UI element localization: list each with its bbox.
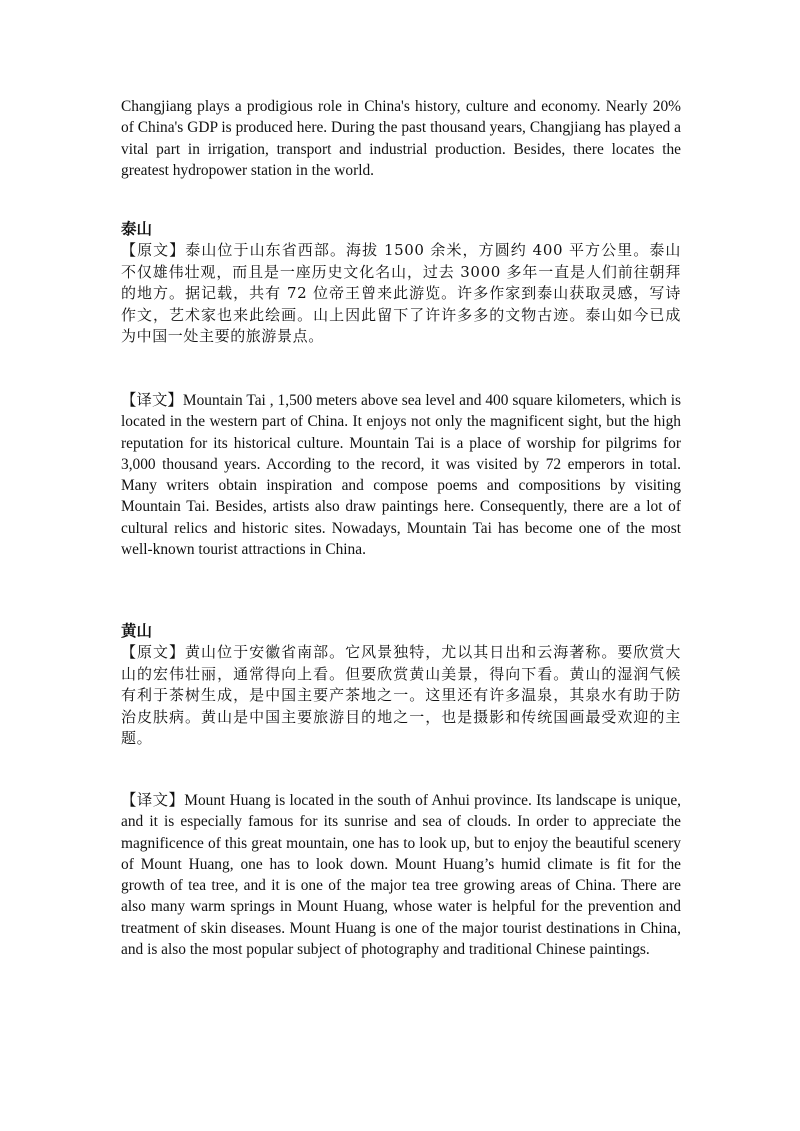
huangshan-translation-paragraph: 【译文】Mount Huang is located in the south of Anhui province. Its landscape is unique, and it is especially famous for its sunrise and sea of clouds. In order to appreciate the magnificence of this great mountain, one has to look up, but to enjoy the beautiful scenery of Mount Huang, one has to look down. Mount Huang’s humid climate is fit for the growth of tea tree, and it is one of the major tea tree growing areas of China. There are also many warm springs in Mount Huang, whose water is helpful for the prevention and treatment of skin diseases. Mount Huang is one of the major tourist destinations in China, and is also the most popular subject of photography and traditional Chinese paintings. <box>121 792 681 959</box>
taishan-heading: 泰山 <box>121 219 153 238</box>
huangshan-heading: 黄山 <box>121 621 153 640</box>
taishan-translation-paragraph: 【译文】Mountain Tai , 1,500 meters above sea level and 400 square kilometers, which is located in the western part of China. It enjoys not only the magnificent sight, but the high reputation for its historical culture. Mountain Tai is a place of worship for pilgrims for 3,000 thousand years. According to the record, it was visited by 72 emperors in total. Many writers obtain inspiration and compose poems and compositions by visiting Mountain Tai. Besides, artists also draw paintings here. Consequently, there are a lot of cultural relics and historic sites. Nowadays, Mountain Tai has become one of the most well-known tourist attractions in China. <box>121 392 681 559</box>
intro-paragraph: Changjiang plays a prodigious role in China's history, culture and economy. Nearly 20% of China's GDP is produced here. During the past thousand years, Changjiang has played a vital part in irrigation, transport and industrial production. Besides, there locates the greatest hydropower station in the world. <box>121 98 681 179</box>
taishan-original-paragraph: 【原文】泰山位于山东省西部。海拔 1500 余米，方圆约 400 平方公里。泰山不仅雄伟壮观，而且是一座历史文化名山，过去 3000 多年一直是人们前往朝拜的地方。据记载，共有 72 位帝王曾来此游览。许多作家到泰山获取灵感，写诗作文，艺术家也来此绘画。山上因此留下了许许多多的文物古迹。泰山如今已成为中国一处主要的旅游景点。 <box>121 241 681 346</box>
huangshan-original-paragraph: 【原文】黄山位于安徽省南部。它风景独特，尤以其日出和云海著称。要欣赏大山的宏伟壮丽，通常得向上看。但要欣赏黄山美景，得向下看。黄山的湿润气候有利于茶树生成，是中国主要产茶地之一。这里还有许多温泉，其泉水有助于防治皮肤病。黄山是中国主要旅游目的地之一，也是摄影和传统国画最受欢迎的主题。 <box>121 643 681 748</box>
